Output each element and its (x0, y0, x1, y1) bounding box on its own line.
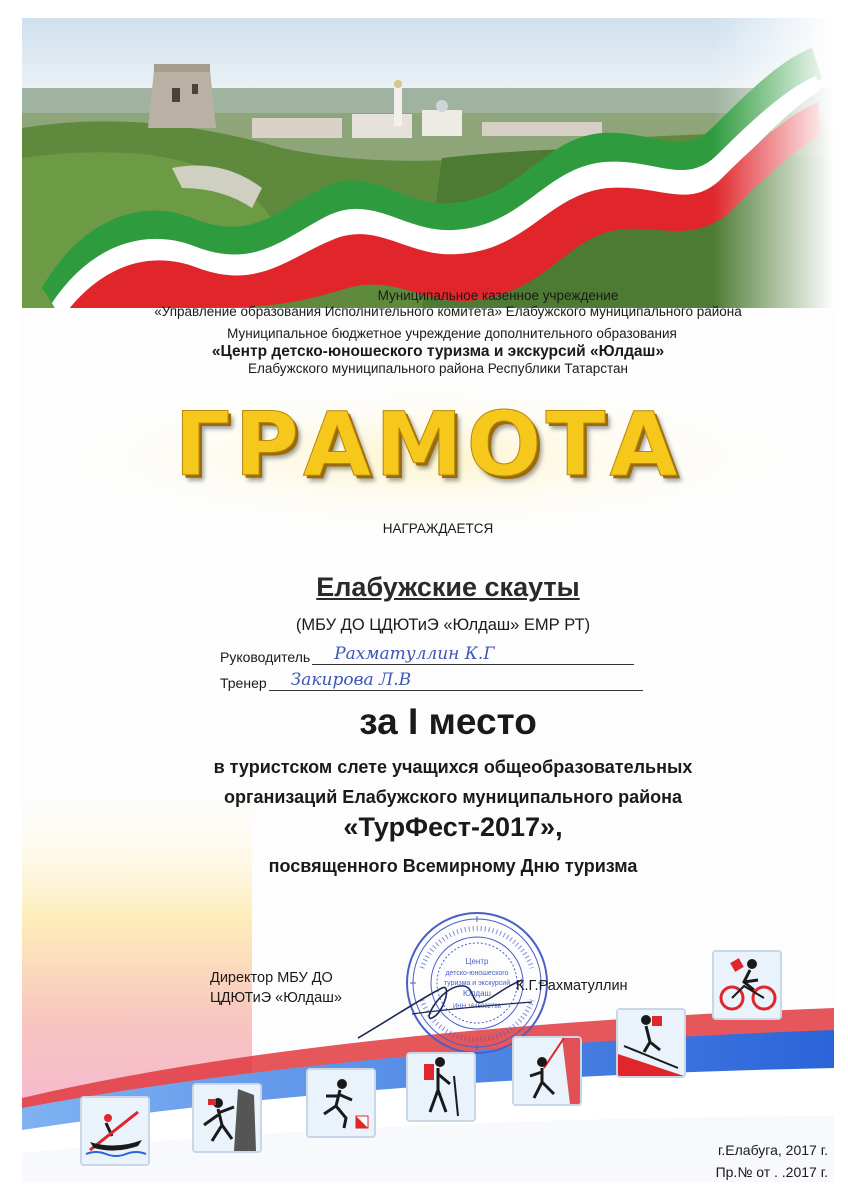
organization-1 (22, 288, 834, 320)
event-description (22, 752, 834, 812)
org2-line3: Елабужского муниципального района Республики Татарстан (247, 361, 629, 376)
org1-line1: Муниципальное казенное учреждение (377, 288, 619, 303)
coach-row (220, 670, 643, 691)
seal-text-3: туризма и экскурсий (443, 980, 511, 987)
director-line-2: ЦДЮТиЭ «Юлдаш» (210, 990, 342, 1006)
event-dedication: посвященного Всемирному Дню туризма (268, 856, 638, 876)
order-number: Пр.№ от . .2017 г. (715, 1164, 828, 1180)
recipient-organization: (МБУ ДО ЦДЮТиЭ «Юлдаш» ЕМР РТ) (295, 616, 591, 634)
awarded-label: НАГРАЖДАЕТСЯ (382, 521, 494, 536)
place-award: за I место (359, 701, 537, 742)
organization-2 (22, 326, 834, 377)
seal-text-2: детско-юношеского (445, 970, 509, 977)
description-line-1: в туристском слете учащихся общеобразовательных (213, 757, 693, 777)
coach-handwritten-name: Закирова Л.В (269, 670, 643, 691)
seal-text-4: Юлдаш (463, 989, 491, 998)
skiing-icon (616, 1008, 686, 1078)
certificate-sheet (22, 18, 834, 1182)
place-and-date: г.Елабуга, 2017 г. (718, 1142, 828, 1158)
org2-line2: «Центр детско-юношеского туризма и экскурсий «Юлдаш» (211, 343, 665, 360)
hiking-icon (406, 1052, 476, 1122)
seal-inn: ИНН 1646002788 (452, 1004, 502, 1010)
leader-row (220, 644, 634, 665)
climbing-icon (192, 1083, 262, 1153)
description-line-2: организаций Елабужского муниципального района (223, 787, 683, 807)
event-name: «ТурФест-2017», (343, 812, 563, 842)
cycling-icon (712, 950, 782, 1020)
leader-handwritten-name: Рахматуллин К.Г (312, 644, 634, 665)
recipient-name: Елабужские скауты (316, 572, 580, 602)
org2-line1: Муниципальное бюджетное учреждение дополнительного образования (227, 326, 677, 341)
header-photo (22, 18, 834, 308)
org1-line2: «Управление образования Исполнительного комитета» Елабужского муниципального района (154, 304, 742, 319)
seal-text-1: Центр (465, 957, 489, 966)
rappelling-icon (512, 1036, 582, 1106)
director-line-1: Директор МБУ ДО (210, 970, 333, 986)
director-name: К.Г.Рахматуллин (516, 978, 628, 994)
orienteering-icon (306, 1068, 376, 1138)
director-title (210, 968, 342, 1008)
coach-label: Тренер (220, 675, 267, 691)
certificate-title: ГРАМОТА (174, 393, 682, 496)
leader-label: Руководитель (220, 649, 311, 665)
kayak-icon (80, 1096, 150, 1166)
